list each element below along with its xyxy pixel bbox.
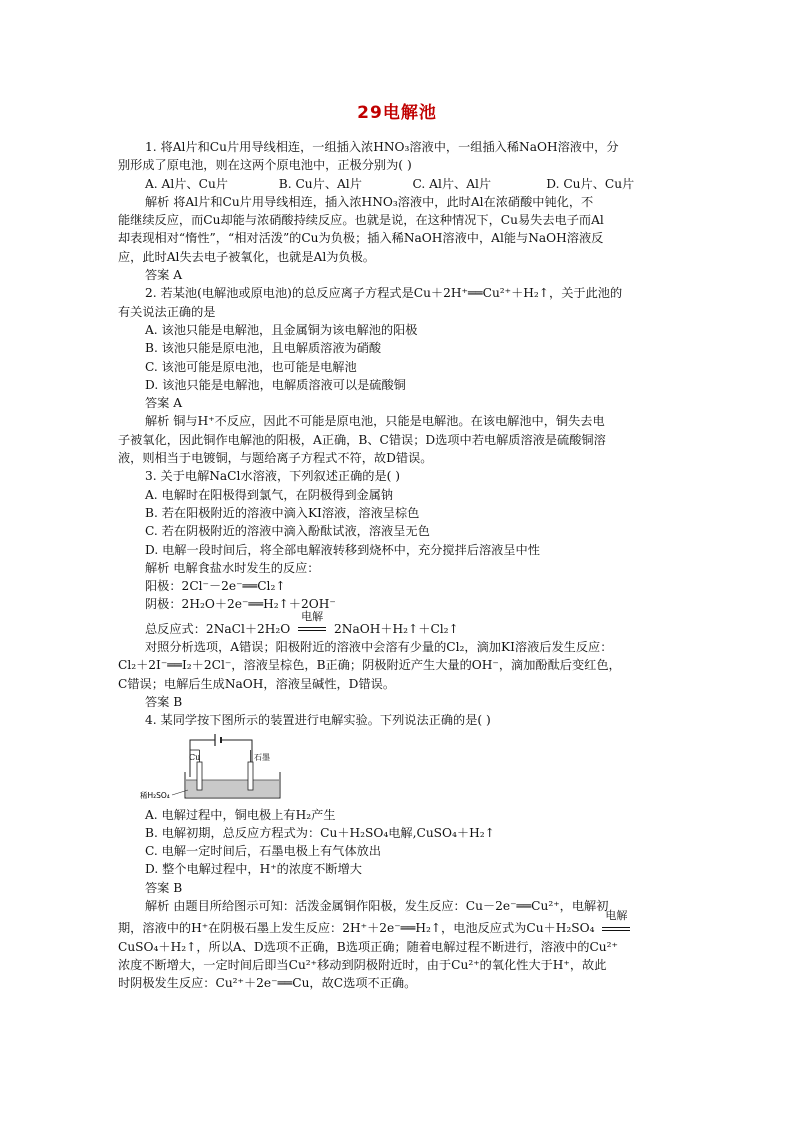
q1-stem-line-1: 1. 将Al片和Cu片用导线相连，一组插入浓HNO₃溶液中，一组插入稀NaOH溶液中，分 [145, 140, 619, 154]
q3-option-b: B. 若在阳极附近的溶液中滴入KI溶液，溶液呈棕色 [145, 505, 420, 520]
q3-option-a: A. 电解时在阳极得到氯气，在阴极得到金属钠 [145, 487, 394, 502]
q4-electrolysis-condition: 电解 [605, 909, 628, 923]
q4-stem: 4. 某同学按下图所示的装置进行电解实验。下列说法正确的是( ) [145, 713, 491, 728]
document-body [118, 138, 680, 992]
q2-stem-line-1: 2. 若某池(电解池或原电池)的总反应离子方程式是Cu＋2H⁺══Cu²⁺＋H₂↑，关于此池的 [145, 286, 623, 301]
q2-stem-line-2: 有关说法正确的是 [118, 304, 216, 319]
q1-option-d: D. Cu片、Cu片 [546, 176, 635, 191]
q4-analysis-line-3: CuSO₄＋H₂↑，所以A、D选项不正确，B选项正确；随着电解过程不断进行，溶液中的Cu²⁺ [118, 939, 618, 954]
q1-stem-line-2: 别形成了原电池，则在这两个原电池中，正极分别为( ) [118, 158, 412, 173]
q4-option-b: B. 电解初期，总反应方程式为：Cu＋H₂SO₄电解,CuSO₄＋H₂↑ [145, 825, 495, 840]
q3-total-right: 2NaOH＋H₂↑＋Cl₂↑ [334, 621, 459, 636]
electrolysis-arrow [294, 609, 330, 638]
label-dilute-sulfuric-acid: 稀H₂SO₄ [140, 790, 170, 800]
q3-cathode-equation: 阴极：2H₂O＋2e⁻══H₂↑＋2OH⁻ [145, 597, 336, 612]
electrolysis-condition: 电解 [301, 609, 324, 623]
q1-analysis-line-4: 应，此时Al失去电子被氧化，也就是Al为负极。 [118, 249, 375, 264]
label-graphite: 石墨 [254, 752, 270, 762]
q1-analysis-line-1: 解析 将Al片和Cu片用导线相连，插入浓HNO₃溶液中，此时Al在浓硝酸中钝化，不 [145, 194, 594, 209]
q1-option-c: C. Al片、Al片 [412, 176, 492, 191]
q2-option-c: C. 该池可能是原电池，也可能是电解池 [145, 359, 357, 374]
q3-analysis-line-3: C错误；电解后生成NaOH，溶液呈碱性，D错误。 [118, 676, 396, 691]
q2-analysis-line-1: 解析 铜与H⁺不反应，因此不可能是原电池，只能是电解池。在该电解池中，铜失去电 [145, 414, 605, 429]
q4-analysis-line-2-text: 期，溶液中的H⁺在阴极石墨上发生反应：2H⁺＋2e⁻══H₂↑，电池反应式为Cu＋H₂SO₄ [118, 921, 595, 936]
q1-options [145, 175, 680, 193]
electrolysis-apparatus-diagram [140, 732, 680, 804]
q3-analysis-head: 解析 电解食盐水时发生的反应： [145, 560, 320, 575]
q3-total-equation [145, 609, 680, 638]
q3-total-left: 总反应式：2NaCl＋2H₂O [145, 621, 291, 636]
q3-analysis-line-1: 对照分析选项，A错误；阳极附近的溶液中会溶有少量的Cl₂，滴加KI溶液后发生反应： [145, 640, 613, 655]
q4-analysis-line-2 [118, 909, 680, 937]
q1-answer: 答案 A [145, 268, 183, 283]
q4-analysis-line-5: 时阴极发生反应：Cu²⁺＋2e⁻══Cu，故C选项不正确。 [118, 976, 417, 991]
q4-analysis-line-4: 浓度不断增大，一定时间后即当Cu²⁺移动到阴极附近时，由于Cu²⁺的氧化性大于H⁺，故此 [118, 957, 607, 972]
q3-answer: 答案 B [145, 694, 183, 709]
page-title: 29电解池 [357, 103, 437, 123]
q2-answer: 答案 A [145, 396, 183, 411]
q4-answer: 答案 B [145, 880, 183, 895]
q4-electrolysis-arrow [598, 909, 634, 937]
q3-option-c: C. 若在阴极附近的溶液中滴入酚酞试液，溶液呈无色 [145, 524, 430, 539]
q2-analysis-line-2: 子被氧化，因此铜作电解池的阳极，A正确，B、C错误；D选项中若电解质溶液是硫酸铜溶 [118, 432, 606, 447]
q2-option-a: A. 该池只能是电解池，且金属铜为该电解池的阳极 [145, 322, 418, 337]
q4-option-c: C. 电解一定时间后，石墨电极上有气体放出 [145, 844, 382, 859]
q3-stem: 3. 关于电解NaCl水溶液，下列叙述正确的是( ) [145, 469, 401, 484]
q2-analysis-line-3: 液，则相当于电镀铜，与题给离子方程式不符，故D错误。 [118, 451, 433, 466]
q3-option-d: D. 电解一段时间后，将全部电解液转移到烧杯中，充分搅拌后溶液呈中性 [145, 542, 540, 557]
q3-anode-equation: 阳极：2Cl⁻－2e⁻══Cl₂↑ [145, 579, 286, 594]
q2-option-d: D. 该池只能是电解池，电解质溶液可以是硫酸铜 [145, 377, 406, 392]
q1-analysis-line-3: 却表现相对“惰性”，“相对活泼”的Cu为负极；插入稀NaOH溶液中，Al能与NaOH溶液反 [118, 231, 604, 246]
apparatus-svg [140, 732, 290, 804]
q1-analysis-line-2: 能继续反应，而Cu却能与浓硝酸持续反应。也就是说，在这种情况下，Cu易失去电子而Al [118, 213, 604, 228]
q4-analysis-line-1: 解析 由题目所给图示可知：活泼金属铜作阳极，发生反应：Cu－2e⁻══Cu²⁺，电解初 [145, 898, 609, 913]
q1-option-b: B. Cu片、Al片 [278, 176, 362, 191]
q3-analysis-line-2: Cl₂＋2I⁻══I₂＋2Cl⁻，溶液呈棕色，B正确；阴极附近产生大量的OH⁻，滴加酚酞后变红色， [118, 658, 621, 673]
q2-option-b: B. 该池只能是原电池，且电解质溶液为硝酸 [145, 341, 382, 356]
q4-option-d: D. 整个电解过程中，H⁺的浓度不断增大 [145, 862, 362, 877]
label-cu: Cu [189, 752, 201, 762]
q4-option-a: A. 电解过程中，铜电极上有H₂产生 [145, 807, 336, 822]
q1-option-a: A. Al片、Cu片 [145, 176, 228, 191]
